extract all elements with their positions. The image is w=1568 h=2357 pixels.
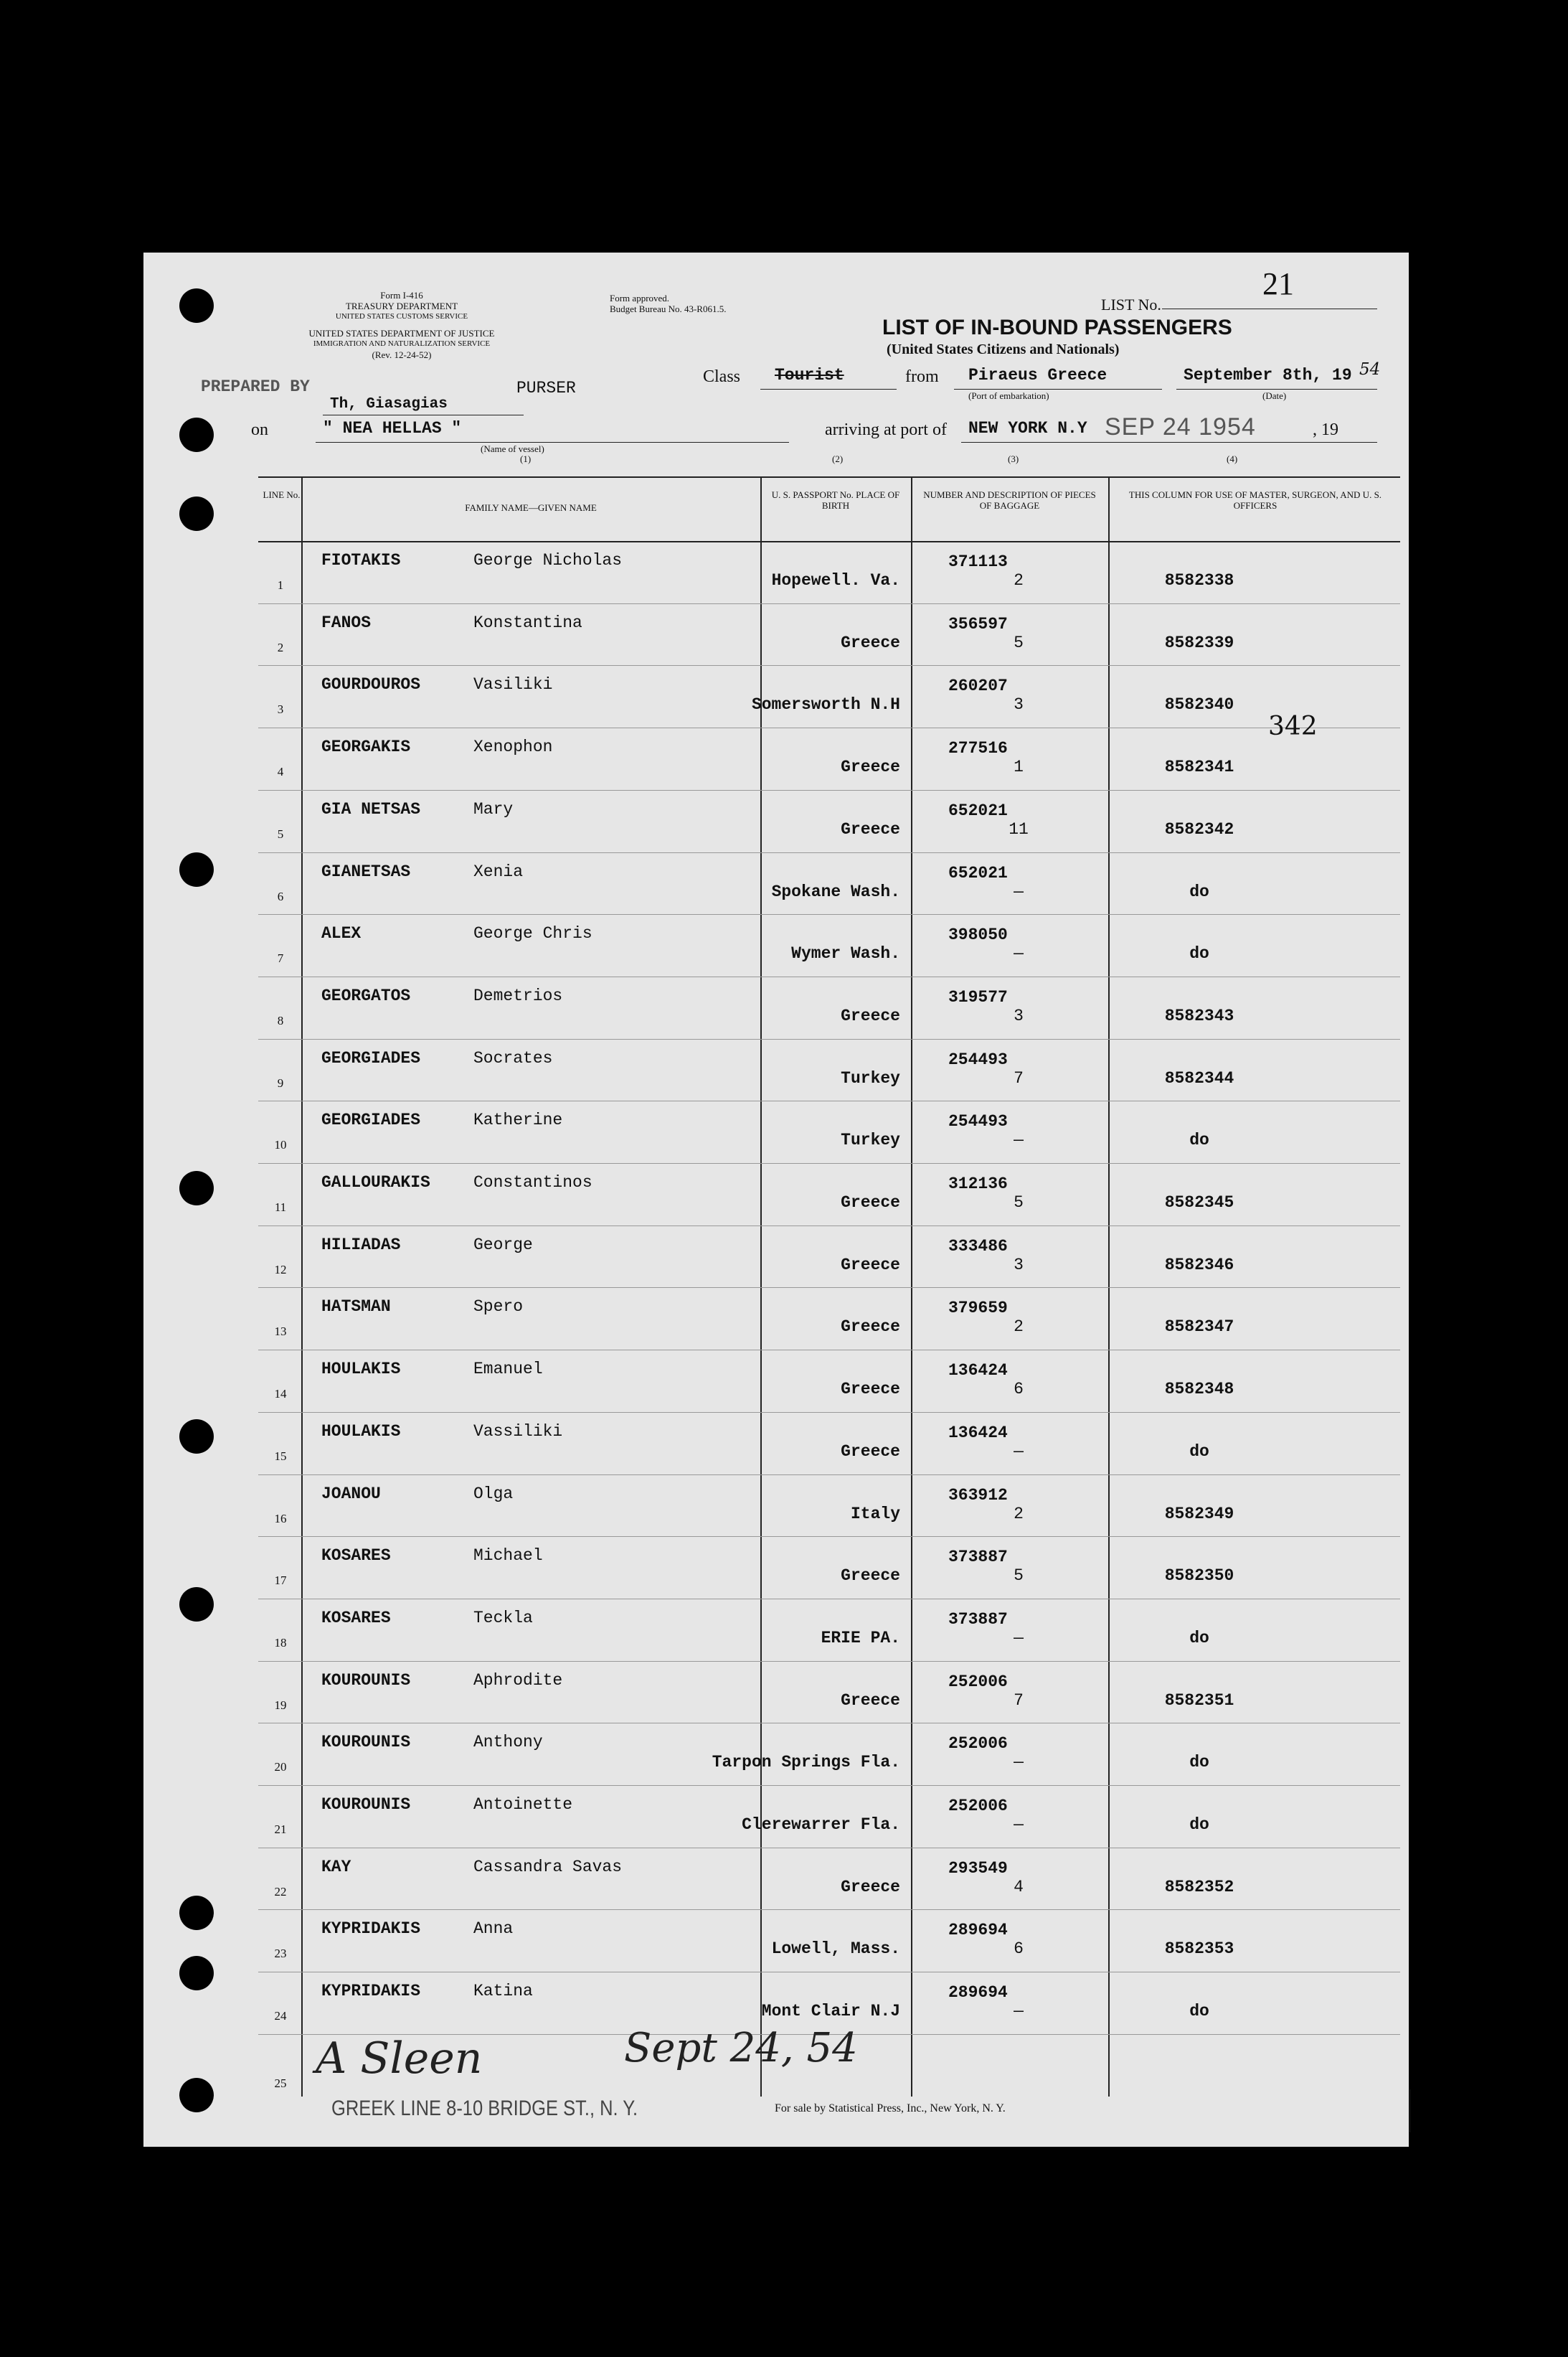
given-name: Anna <box>473 1919 514 1939</box>
family-name: KOUROUNIS <box>321 1733 411 1752</box>
line-number: 1 <box>277 578 284 592</box>
given-name: Michael <box>473 1546 543 1566</box>
punch-hole <box>179 852 214 887</box>
row-divider <box>258 1225 1400 1226</box>
list-number: 21 <box>1262 266 1294 301</box>
passport-number: 277516 <box>948 739 1008 758</box>
given-name: Aphrodite <box>473 1670 563 1690</box>
col-header-baggage: NUMBER AND DESCRIPTION OF PIECES OF BAGGAGE <box>923 489 1096 511</box>
line-number: 14 <box>274 1387 287 1401</box>
officer-entry: 8582348 <box>1164 1380 1234 1399</box>
col-header-line-no: LINE No. <box>263 489 301 500</box>
class-value: Tourist <box>775 366 844 385</box>
place-of-birth: Wymer Wash. <box>791 944 900 964</box>
officer-entry: do <box>1189 944 1209 964</box>
baggage-count: 6 <box>1014 1380 1024 1399</box>
officer-entry: 8582341 <box>1164 758 1234 777</box>
baggage-count: 1 <box>1014 758 1024 777</box>
signature-date: Sept 24, 54 <box>624 2025 858 2071</box>
given-name: George <box>473 1235 533 1254</box>
officer-entry: do <box>1189 2002 1209 2021</box>
line-number: 3 <box>277 702 284 717</box>
baggage-count: 2 <box>1014 571 1024 590</box>
given-name: Mary <box>473 799 514 819</box>
baggage-count: 2 <box>1014 1317 1024 1337</box>
baggage-count: 11 <box>1009 819 1029 839</box>
given-name: Vasiliki <box>473 675 553 695</box>
revision-label: (Rev. 12-24-52) <box>372 349 432 360</box>
passport-number: 333486 <box>948 1236 1008 1256</box>
port-embark-caption: (Port of embarkation) <box>968 390 1049 401</box>
family-name: GEORGATOS <box>321 986 411 1005</box>
baggage-count: 3 <box>1014 695 1024 715</box>
passport-number: 319577 <box>948 987 1008 1007</box>
port-of-embarkation: Piraeus Greece <box>968 366 1107 385</box>
row-divider <box>258 1909 1400 1910</box>
baggage-count: 4 <box>1014 1877 1024 1896</box>
officer-entry: 8582345 <box>1164 1193 1234 1212</box>
line-number: 12 <box>274 1262 287 1276</box>
line-number: 9 <box>277 1076 284 1090</box>
family-name: HOULAKIS <box>321 1360 401 1379</box>
family-name: GOURDOUROS <box>321 675 421 695</box>
place-of-birth: Greece <box>841 1441 900 1461</box>
passport-number: 293549 <box>948 1858 1008 1878</box>
family-name: HATSMAN <box>321 1297 391 1317</box>
place-of-birth: Greece <box>841 1690 900 1710</box>
given-name: Antoinette <box>473 1795 573 1814</box>
passport-number: 136424 <box>948 1423 1008 1442</box>
budget-bureau-label: Budget Bureau No. 43-R061.5. <box>610 304 727 314</box>
punch-hole <box>179 2078 214 2112</box>
baggage-count: — <box>1014 1815 1024 1834</box>
officer-entry: 8582351 <box>1164 1690 1234 1710</box>
row-divider <box>258 603 1400 604</box>
passport-number: 289694 <box>948 1983 1008 2003</box>
arriving-label: arriving at port of <box>825 420 947 439</box>
family-name: GEORGAKIS <box>321 738 411 757</box>
line-number: 15 <box>274 1449 287 1463</box>
baggage-count: 7 <box>1014 1068 1024 1088</box>
line-number: 5 <box>277 827 284 841</box>
family-name: HOULAKIS <box>321 1421 401 1441</box>
line-number: 22 <box>274 1884 287 1899</box>
place-of-birth: Clerewarrer Fla. <box>742 1815 900 1834</box>
line-number: 19 <box>274 1698 287 1712</box>
list-subtitle: (United States Citizens and Nationals) <box>887 342 1120 357</box>
line-number: 25 <box>274 2076 287 2090</box>
list-no-label: LIST No. <box>1101 296 1161 314</box>
passport-number: 363912 <box>948 1485 1008 1505</box>
passport-number: 398050 <box>948 926 1008 945</box>
family-name: GEORGIADES <box>321 1111 421 1130</box>
line-number: 10 <box>274 1138 287 1152</box>
family-name: KOUROUNIS <box>321 1795 411 1814</box>
passport-number: 356597 <box>948 614 1008 634</box>
place-of-birth: Lowell, Mass. <box>771 1939 900 1959</box>
departure-year: 54 <box>1359 360 1381 379</box>
officer-entry: 8582342 <box>1164 819 1234 839</box>
list-title: LIST OF IN-BOUND PASSENGERS <box>882 316 1232 339</box>
family-name: KAY <box>321 1857 351 1876</box>
family-name: FANOS <box>321 613 372 632</box>
row-divider <box>258 790 1400 791</box>
baggage-count: — <box>1014 1753 1024 1772</box>
form-approved-label: Form approved. <box>610 293 670 304</box>
family-name: KYPRIDAKIS <box>321 1919 421 1939</box>
baggage-count: 3 <box>1014 1006 1024 1025</box>
column-number: (1) <box>520 453 532 464</box>
date-caption: (Date) <box>1262 390 1287 401</box>
place-of-birth: Greece <box>841 758 900 777</box>
row-divider <box>258 1039 1400 1040</box>
line-number: 7 <box>277 951 284 966</box>
passport-number: 379659 <box>948 1299 1008 1318</box>
row-divider <box>258 1412 1400 1413</box>
family-name: KOSARES <box>321 1608 391 1627</box>
manifest-page <box>143 253 1409 2147</box>
officer-entry: do <box>1189 882 1209 901</box>
given-name: Vassiliki <box>473 1421 563 1441</box>
given-name: Socrates <box>473 1048 553 1068</box>
family-name: ALEX <box>321 924 362 944</box>
place-of-birth: Somersworth N.H <box>751 695 900 715</box>
given-name: George Nicholas <box>473 551 623 570</box>
passport-number: 252006 <box>948 1672 1008 1691</box>
purser-label: PURSER <box>516 379 576 397</box>
place-of-birth: Greece <box>841 1006 900 1025</box>
place-of-birth: Greece <box>841 1255 900 1274</box>
officer-entry: do <box>1189 1753 1209 1772</box>
place-of-birth: Italy <box>850 1504 900 1523</box>
place-of-birth: Greece <box>841 1317 900 1337</box>
immigration-label: IMMIGRATION AND NATURALIZATION SERVICE <box>313 339 491 348</box>
officer-entry: 8582339 <box>1164 633 1234 652</box>
family-name: HILIADAS <box>321 1235 401 1254</box>
place-of-birth: Greece <box>841 819 900 839</box>
margin-number: 342 <box>1268 712 1318 741</box>
place-of-birth: Greece <box>841 1566 900 1586</box>
line-number: 11 <box>274 1200 287 1214</box>
arrival-port: NEW YORK N.Y <box>968 419 1087 438</box>
line-number: 4 <box>277 765 284 779</box>
vessel-name: " NEA HELLAS " <box>323 419 462 438</box>
arrival-date-stamp: SEP 24 1954 <box>1105 413 1256 441</box>
punch-hole <box>179 1171 214 1205</box>
given-name: Emanuel <box>473 1360 543 1379</box>
customs-label: UNITED STATES CUSTOMS SERVICE <box>335 312 468 321</box>
line-number: 16 <box>274 1511 287 1525</box>
officer-entry: do <box>1189 1131 1209 1150</box>
column-number: (2) <box>832 453 844 464</box>
family-name: GALLOURAKIS <box>321 1173 430 1192</box>
given-name: Demetrios <box>473 986 563 1005</box>
line-number: 18 <box>274 1635 287 1650</box>
baggage-count: — <box>1014 1441 1024 1461</box>
line-number: 6 <box>277 889 284 903</box>
line-number: 8 <box>277 1013 284 1027</box>
passport-number: 371113 <box>948 552 1008 571</box>
place-of-birth: Turkey <box>841 1131 900 1150</box>
punch-hole <box>179 1587 214 1622</box>
given-name: Constantinos <box>473 1173 592 1192</box>
treasury-label: TREASURY DEPARTMENT <box>345 301 458 311</box>
on-label: on <box>251 420 268 439</box>
passport-number: 136424 <box>948 1361 1008 1380</box>
officer-entry: 8582344 <box>1164 1068 1234 1088</box>
passport-number: 252006 <box>948 1734 1008 1754</box>
family-name: GEORGIADES <box>321 1048 421 1068</box>
place-of-birth: Greece <box>841 1193 900 1212</box>
given-name: George Chris <box>473 924 592 944</box>
family-name: GIA NETSAS <box>321 799 421 819</box>
line-number: 20 <box>274 1760 287 1774</box>
officer-entry: 8582347 <box>1164 1317 1234 1337</box>
place-of-birth: Greece <box>841 1380 900 1399</box>
row-divider <box>258 1785 1400 1786</box>
passport-number: 260207 <box>948 677 1008 696</box>
row-divider <box>258 1536 1400 1537</box>
arrival-year: , 19 <box>1313 420 1338 439</box>
punch-hole <box>179 418 214 452</box>
col-header-passport: U. S. PASSPORT No. PLACE OF BIRTH <box>771 489 900 511</box>
passport-number: 254493 <box>948 1050 1008 1069</box>
place-of-birth: Mont Clair N.J <box>761 2002 900 2021</box>
passport-number: 252006 <box>948 1797 1008 1815</box>
row-divider <box>258 665 1400 666</box>
given-name: Cassandra Savas <box>473 1857 623 1876</box>
punch-hole <box>179 1956 214 1990</box>
given-name: Anthony <box>473 1733 543 1752</box>
row-divider <box>258 1661 1400 1662</box>
baggage-count: 5 <box>1014 633 1024 652</box>
printer-credit: For sale by Statistical Press, Inc., New York, N. Y. <box>775 2102 1006 2114</box>
officer-entry: 8582338 <box>1164 571 1234 590</box>
baggage-count: — <box>1014 944 1024 964</box>
officer-entry: 8582350 <box>1164 1566 1234 1586</box>
place-of-birth: Spokane Wash. <box>771 882 900 901</box>
officer-entry: 8582343 <box>1164 1006 1234 1025</box>
col-header-name: FAMILY NAME—GIVEN NAME <box>465 502 597 513</box>
baggage-count: 5 <box>1014 1566 1024 1586</box>
baggage-count: — <box>1014 1131 1024 1150</box>
passport-number: 652021 <box>948 801 1008 820</box>
preparer-name: Th, Giasagias <box>330 396 448 413</box>
punch-hole <box>179 497 214 531</box>
punch-hole <box>179 288 214 323</box>
given-name: Olga <box>473 1484 514 1503</box>
passport-number: 373887 <box>948 1609 1008 1629</box>
family-name: GIANETSAS <box>321 862 411 881</box>
row-divider <box>258 852 1400 853</box>
family-name: KYPRIDAKIS <box>321 1982 421 2001</box>
line-number: 23 <box>274 1947 287 1961</box>
place-of-birth: Turkey <box>841 1068 900 1088</box>
line-number: 24 <box>274 2009 287 2023</box>
baggage-count: 5 <box>1014 1193 1024 1212</box>
prepared-by-label: PREPARED BY <box>201 377 310 396</box>
officer-entry: 8582346 <box>1164 1255 1234 1274</box>
officer-entry: do <box>1189 1628 1209 1647</box>
passport-number: 373887 <box>948 1548 1008 1567</box>
departure-date: September 8th, 19 <box>1184 366 1352 385</box>
officer-entry: 8582340 <box>1164 695 1234 715</box>
passport-number: 652021 <box>948 863 1008 883</box>
baggage-count: — <box>1014 882 1024 901</box>
form-approval <box>610 293 726 314</box>
baggage-count: — <box>1014 2002 1024 2021</box>
line-number: 21 <box>274 1822 287 1836</box>
form-number: Form I-416 <box>380 290 423 301</box>
officer-entry: do <box>1189 1815 1209 1834</box>
officer-entry: 8582349 <box>1164 1504 1234 1523</box>
family-name: KOSARES <box>321 1546 391 1566</box>
baggage-count: 3 <box>1014 1255 1024 1274</box>
place-of-birth: Tarpon Springs Fla. <box>712 1753 900 1772</box>
class-label: Class <box>703 367 741 386</box>
family-name: JOANOU <box>321 1484 381 1503</box>
family-name: FIOTAKIS <box>321 551 401 570</box>
given-name: Xenophon <box>473 738 553 757</box>
row-divider <box>258 1163 1400 1164</box>
from-label: from <box>905 367 939 386</box>
officer-entry: 8582353 <box>1164 1939 1234 1959</box>
baggage-count: 6 <box>1014 1939 1024 1959</box>
column-number: (4) <box>1227 453 1238 464</box>
punch-hole <box>179 1419 214 1454</box>
row-divider <box>258 1287 1400 1288</box>
baggage-count: 7 <box>1014 1690 1024 1710</box>
family-name: KOUROUNIS <box>321 1670 411 1690</box>
form-header-left <box>237 290 567 360</box>
greek-line-stamp: GREEK LINE 8-10 BRIDGE ST., N. Y. <box>331 2097 638 2120</box>
line-number: 13 <box>274 1325 287 1339</box>
officer-entry: do <box>1189 1441 1209 1461</box>
officer-entry: 8582352 <box>1164 1877 1234 1896</box>
justice-label: UNITED STATES DEPARTMENT OF JUSTICE <box>308 328 495 339</box>
given-name: Teckla <box>473 1608 533 1627</box>
passport-number: 289694 <box>948 1921 1008 1940</box>
place-of-birth: Greece <box>841 1877 900 1896</box>
passport-number: 312136 <box>948 1175 1008 1193</box>
baggage-count: — <box>1014 1628 1024 1647</box>
passport-number: 254493 <box>948 1112 1008 1132</box>
officer-signature: A Sleen <box>316 2033 483 2084</box>
row-divider <box>258 914 1400 915</box>
place-of-birth: Greece <box>841 633 900 652</box>
given-name: Katherine <box>473 1111 563 1130</box>
baggage-count: 2 <box>1014 1504 1024 1523</box>
place-of-birth: Hopewell. Va. <box>771 571 900 590</box>
given-name: Spero <box>473 1297 524 1317</box>
line-number: 2 <box>277 640 284 654</box>
punch-hole <box>179 1896 214 1930</box>
vessel-caption: (Name of vessel) <box>481 443 544 454</box>
col-header-officers: THIS COLUMN FOR USE OF MASTER, SURGEON, AND U. S. OFFICERS <box>1128 489 1382 511</box>
line-number: 17 <box>274 1573 287 1588</box>
row-divider <box>258 1474 1400 1475</box>
given-name: Katina <box>473 1982 533 2001</box>
given-name: Konstantina <box>473 613 582 632</box>
place-of-birth: ERIE PA. <box>821 1628 900 1647</box>
given-name: Xenia <box>473 862 524 881</box>
column-number: (3) <box>1008 453 1019 464</box>
